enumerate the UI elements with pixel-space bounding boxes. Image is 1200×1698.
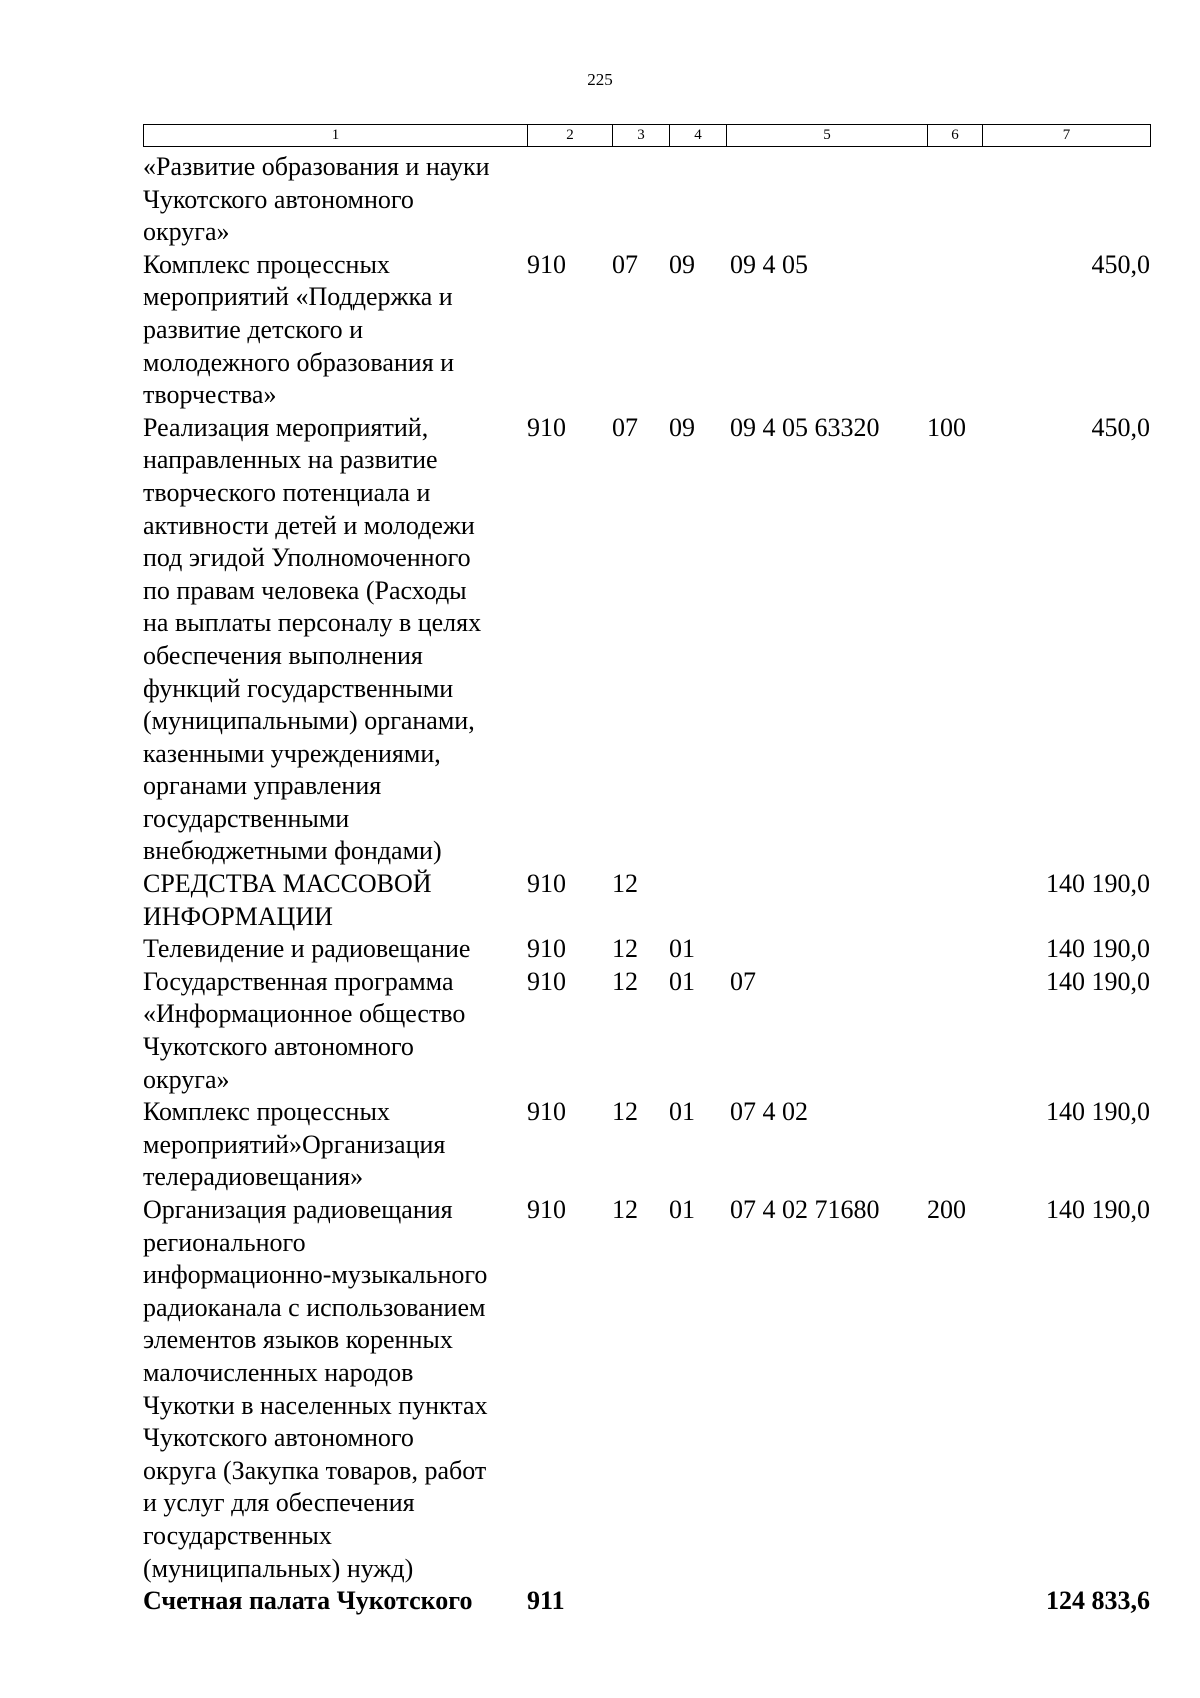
row-name: Государственная программа «Информационное общество Чукотского автономного округа»: [143, 966, 466, 1094]
row-expense-type: 100: [927, 412, 966, 442]
row-section-code: 12: [612, 934, 638, 964]
row-name: Комплекс процессных мероприятий»Организация телерадиовещания»: [143, 1097, 446, 1192]
row-target-article: 09 4 05: [730, 249, 808, 279]
row-name: «Развитие образования и науки Чукотского автономного округа»: [143, 152, 490, 247]
row-ministry-code: 910: [527, 1097, 566, 1127]
row-name: Организация радиовещания регионального информационно-музыкального радиоканала с использованием элементов языков коренных малочисленных народов Чукотки в населенных пунктах Чукотского автономного округа (Закупка товаров, работ и услуг для обеспечения государственных (муниципальных) нужд): [143, 1195, 488, 1583]
row-section-code: 12: [612, 1195, 638, 1224]
row-section-code: 07: [612, 412, 638, 442]
column-number-4: 4: [670, 125, 727, 147]
column-number-header: [143, 124, 1151, 147]
row-ministry-code: 910: [527, 869, 566, 899]
row-section-code: 12: [612, 966, 638, 996]
row-target-article: [726, 933, 927, 966]
row-amount: 140 190,0: [1046, 1097, 1150, 1127]
row-target-article: [726, 868, 927, 933]
row-amount: 140 190,0: [1046, 934, 1150, 964]
page-number: 225: [587, 70, 613, 89]
row-target-article: [726, 151, 927, 249]
row-subsection-code: 01: [669, 1195, 695, 1224]
row-ministry-code: 910: [527, 249, 566, 279]
row-expense-type: [927, 868, 982, 933]
row-subsection-code: [669, 868, 726, 933]
row-subsection-code: 01: [669, 1097, 695, 1127]
row-section-code: 12: [612, 869, 638, 899]
row-ministry-code: 910: [527, 1195, 566, 1224]
row-ministry-code: 910: [527, 966, 566, 996]
row-expense-type: [927, 151, 982, 249]
row-section-code: 12: [612, 1097, 638, 1127]
row-amount: 140 190,0: [1046, 966, 1150, 996]
row-ministry-code: 911: [527, 1586, 565, 1616]
budget-table: [143, 151, 1150, 1618]
row-section-code: [612, 151, 669, 249]
row-name: Комплекс процессных мероприятий «Поддержка и развитие детского и молодежного образования и творчества»: [143, 249, 455, 410]
table-row: [143, 868, 1150, 933]
row-expense-type: [927, 1585, 982, 1618]
table-row: [143, 1194, 1150, 1585]
row-expense-type: [927, 249, 982, 412]
table-row: [143, 1096, 1150, 1194]
row-subsection-code: [669, 151, 726, 249]
row-expense-type: [927, 966, 982, 1096]
row-ministry-code: 910: [527, 934, 566, 964]
row-amount: [982, 151, 1150, 249]
row-expense-type: 200: [927, 1195, 966, 1224]
column-number-6: 6: [928, 125, 983, 147]
table-row: [143, 933, 1150, 966]
row-ministry-code: [527, 151, 612, 249]
row-subsection-code: 09: [669, 249, 695, 279]
row-subsection-code: 01: [669, 934, 695, 964]
row-amount: 140 190,0: [1046, 869, 1150, 899]
row-name: Реализация мероприятий, направленных на развитие творческого потенциала и активности детей и молодежи под эгидой Уполномоченного по правам человека (Расходы на выплаты персоналу в целях обеспечения выполнения функций государственными (муниципальными) органами, казенными учреждениями, органами управления государственными внебюджетными фондами): [143, 412, 482, 866]
row-section-code: 07: [612, 249, 638, 279]
row-expense-type: [927, 1096, 982, 1194]
row-subsection-code: 09: [669, 412, 695, 442]
column-number-2: 2: [528, 125, 613, 147]
row-name: СРЕДСТВА МАССОВОЙ ИНФОРМАЦИИ: [143, 869, 432, 931]
row-subsection-code: 01: [669, 966, 695, 996]
column-number-5: 5: [727, 125, 928, 147]
column-number-3: 3: [613, 125, 670, 147]
row-subsection-code: [669, 1585, 726, 1618]
row-section-code: [612, 1585, 669, 1618]
row-amount: 450,0: [1091, 412, 1150, 442]
row-amount: 140 190,0: [1046, 1195, 1150, 1224]
row-target-article: 07 4 02 71680: [730, 1195, 880, 1224]
column-number-row: [144, 125, 1151, 147]
row-expense-type: [927, 933, 982, 966]
table-row: [143, 412, 1150, 868]
column-number-1: 1: [144, 125, 528, 147]
table-row: [143, 966, 1150, 1096]
row-target-article: [726, 1585, 927, 1618]
row-target-article: 09 4 05 63320: [730, 412, 880, 442]
table-row: [143, 1585, 1150, 1618]
row-amount: 124 833,6: [1046, 1586, 1150, 1616]
column-number-7: 7: [983, 125, 1151, 147]
budget-table-body: [143, 151, 1150, 1618]
row-amount: 450,0: [1091, 249, 1150, 279]
row-target-article: 07: [730, 966, 756, 996]
row-ministry-code: 910: [527, 412, 566, 442]
table-row: [143, 151, 1150, 249]
row-target-article: 07 4 02: [730, 1097, 808, 1127]
row-name: Счетная палата Чукотского: [143, 1586, 473, 1616]
row-name: Телевидение и радиовещание: [143, 934, 471, 964]
table-row: [143, 249, 1150, 412]
